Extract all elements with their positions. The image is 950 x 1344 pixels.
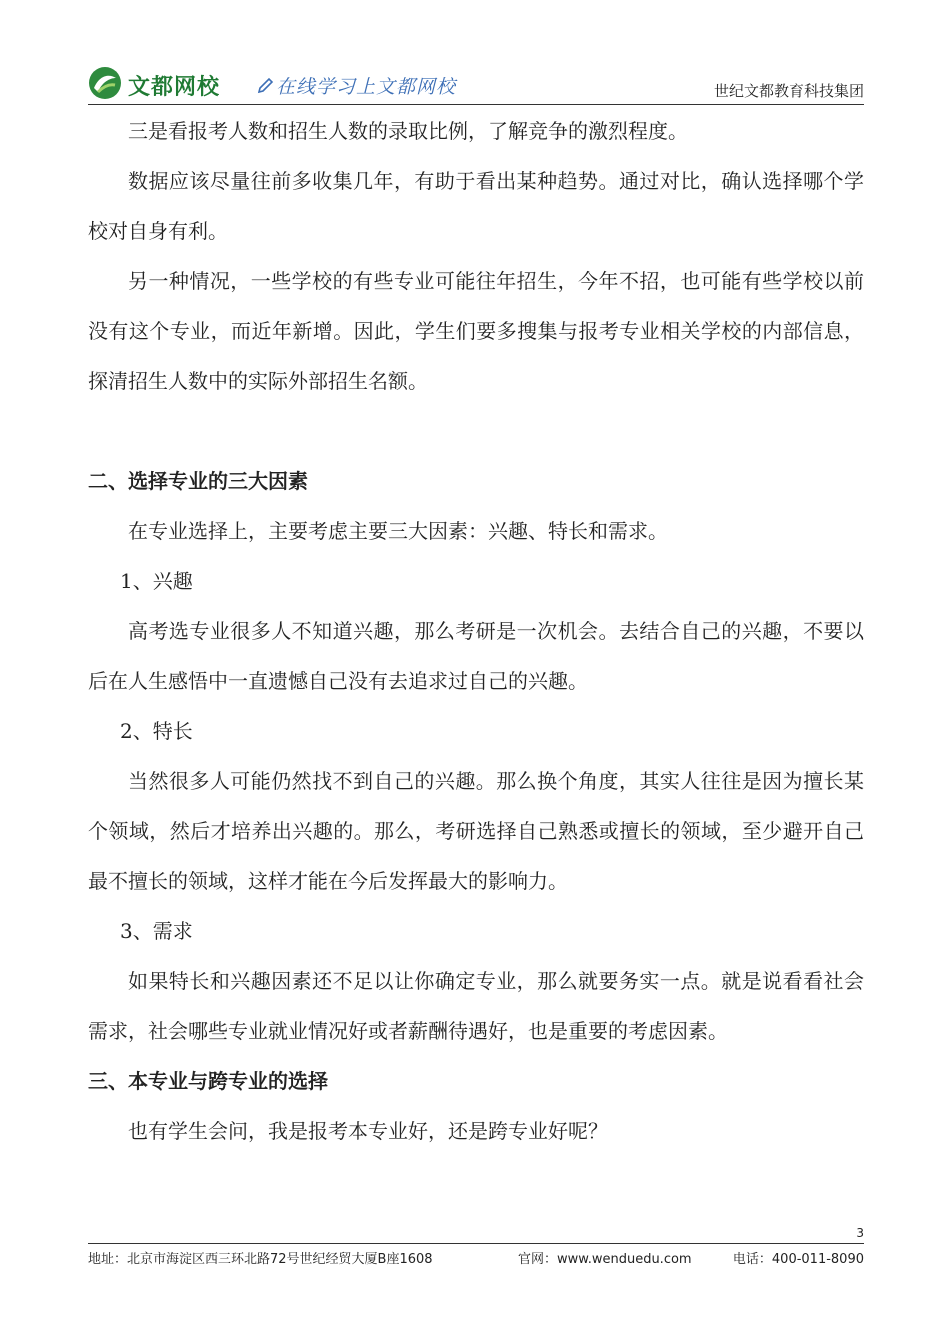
footer-divider: [88, 1243, 864, 1244]
document-body: [88, 106, 864, 1156]
company-name: 世纪文都教育科技集团: [713, 82, 864, 100]
subheading: 1、兴趣: [120, 569, 193, 593]
subheading: 2、特长: [120, 719, 193, 743]
page-number: 3: [856, 1226, 864, 1240]
spacer: [88, 406, 864, 456]
footer-website: 官网：www.wenduedu.com: [518, 1252, 692, 1267]
paragraph: 另一种情况，一些学校的有些专业可能往年招生，今年不招，也可能有些学校以前没有这个专业，而近年新增。因此，学生们要多搜集与报考专业相关学校的内部信息，探清招生人数中的实际外部招生名额。: [88, 269, 864, 393]
slogan-text: 在线学习上文都网校: [276, 76, 457, 98]
header-divider: [88, 104, 864, 105]
paragraph: 数据应该尽量往前多收集几年，有助于看出某种趋势。通过对比，确认选择哪个学校对自身有利。: [88, 169, 864, 243]
page-header: [88, 58, 864, 104]
subheading: 3、需求: [120, 919, 193, 943]
footer-address: 地址：北京市海淀区西三环北路72号世纪经贸大厦B座1608: [88, 1252, 433, 1267]
paragraph: 也有学生会问，我是报考本专业好，还是跨专业好呢？: [128, 1119, 608, 1143]
page-footer: [88, 1248, 864, 1268]
paragraph: 高考选专业很多人不知道兴趣，那么考研是一次机会。去结合自己的兴趣，不要以后在人生感悟中一直遗憾自己没有去追求过自己的兴趣。: [88, 619, 864, 693]
wendu-logo-icon: [88, 66, 122, 100]
section-heading: 三、本专业与跨专业的选择: [88, 1069, 328, 1093]
paragraph: 当然很多人可能仍然找不到自己的兴趣。那么换个角度，其实人往往是因为擅长某个领域，然后才培养出兴趣的。那么，考研选择自己熟悉或擅长的领域，至少避开自己最不擅长的领域，这样才能在今后发挥最大的影响力。: [88, 769, 864, 893]
paragraph: 三是看报考人数和招生人数的录取比例，了解竞争的激烈程度。: [128, 119, 688, 143]
pencil-icon: [256, 77, 274, 95]
paragraph: 如果特长和兴趣因素还不足以让你确定专业，那么就要务实一点。就是说看看社会需求，社会哪些专业就业情况好或者薪酬待遇好，也是重要的考虑因素。: [88, 969, 864, 1043]
paragraph: 在专业选择上，主要考虑主要三大因素：兴趣、特长和需求。: [128, 519, 668, 543]
footer-phone: 电话：400-011-8090: [732, 1252, 864, 1267]
slogan: [256, 72, 456, 99]
logo-text: 文都网校: [128, 75, 221, 100]
section-heading: 二、选择专业的三大因素: [88, 469, 308, 493]
